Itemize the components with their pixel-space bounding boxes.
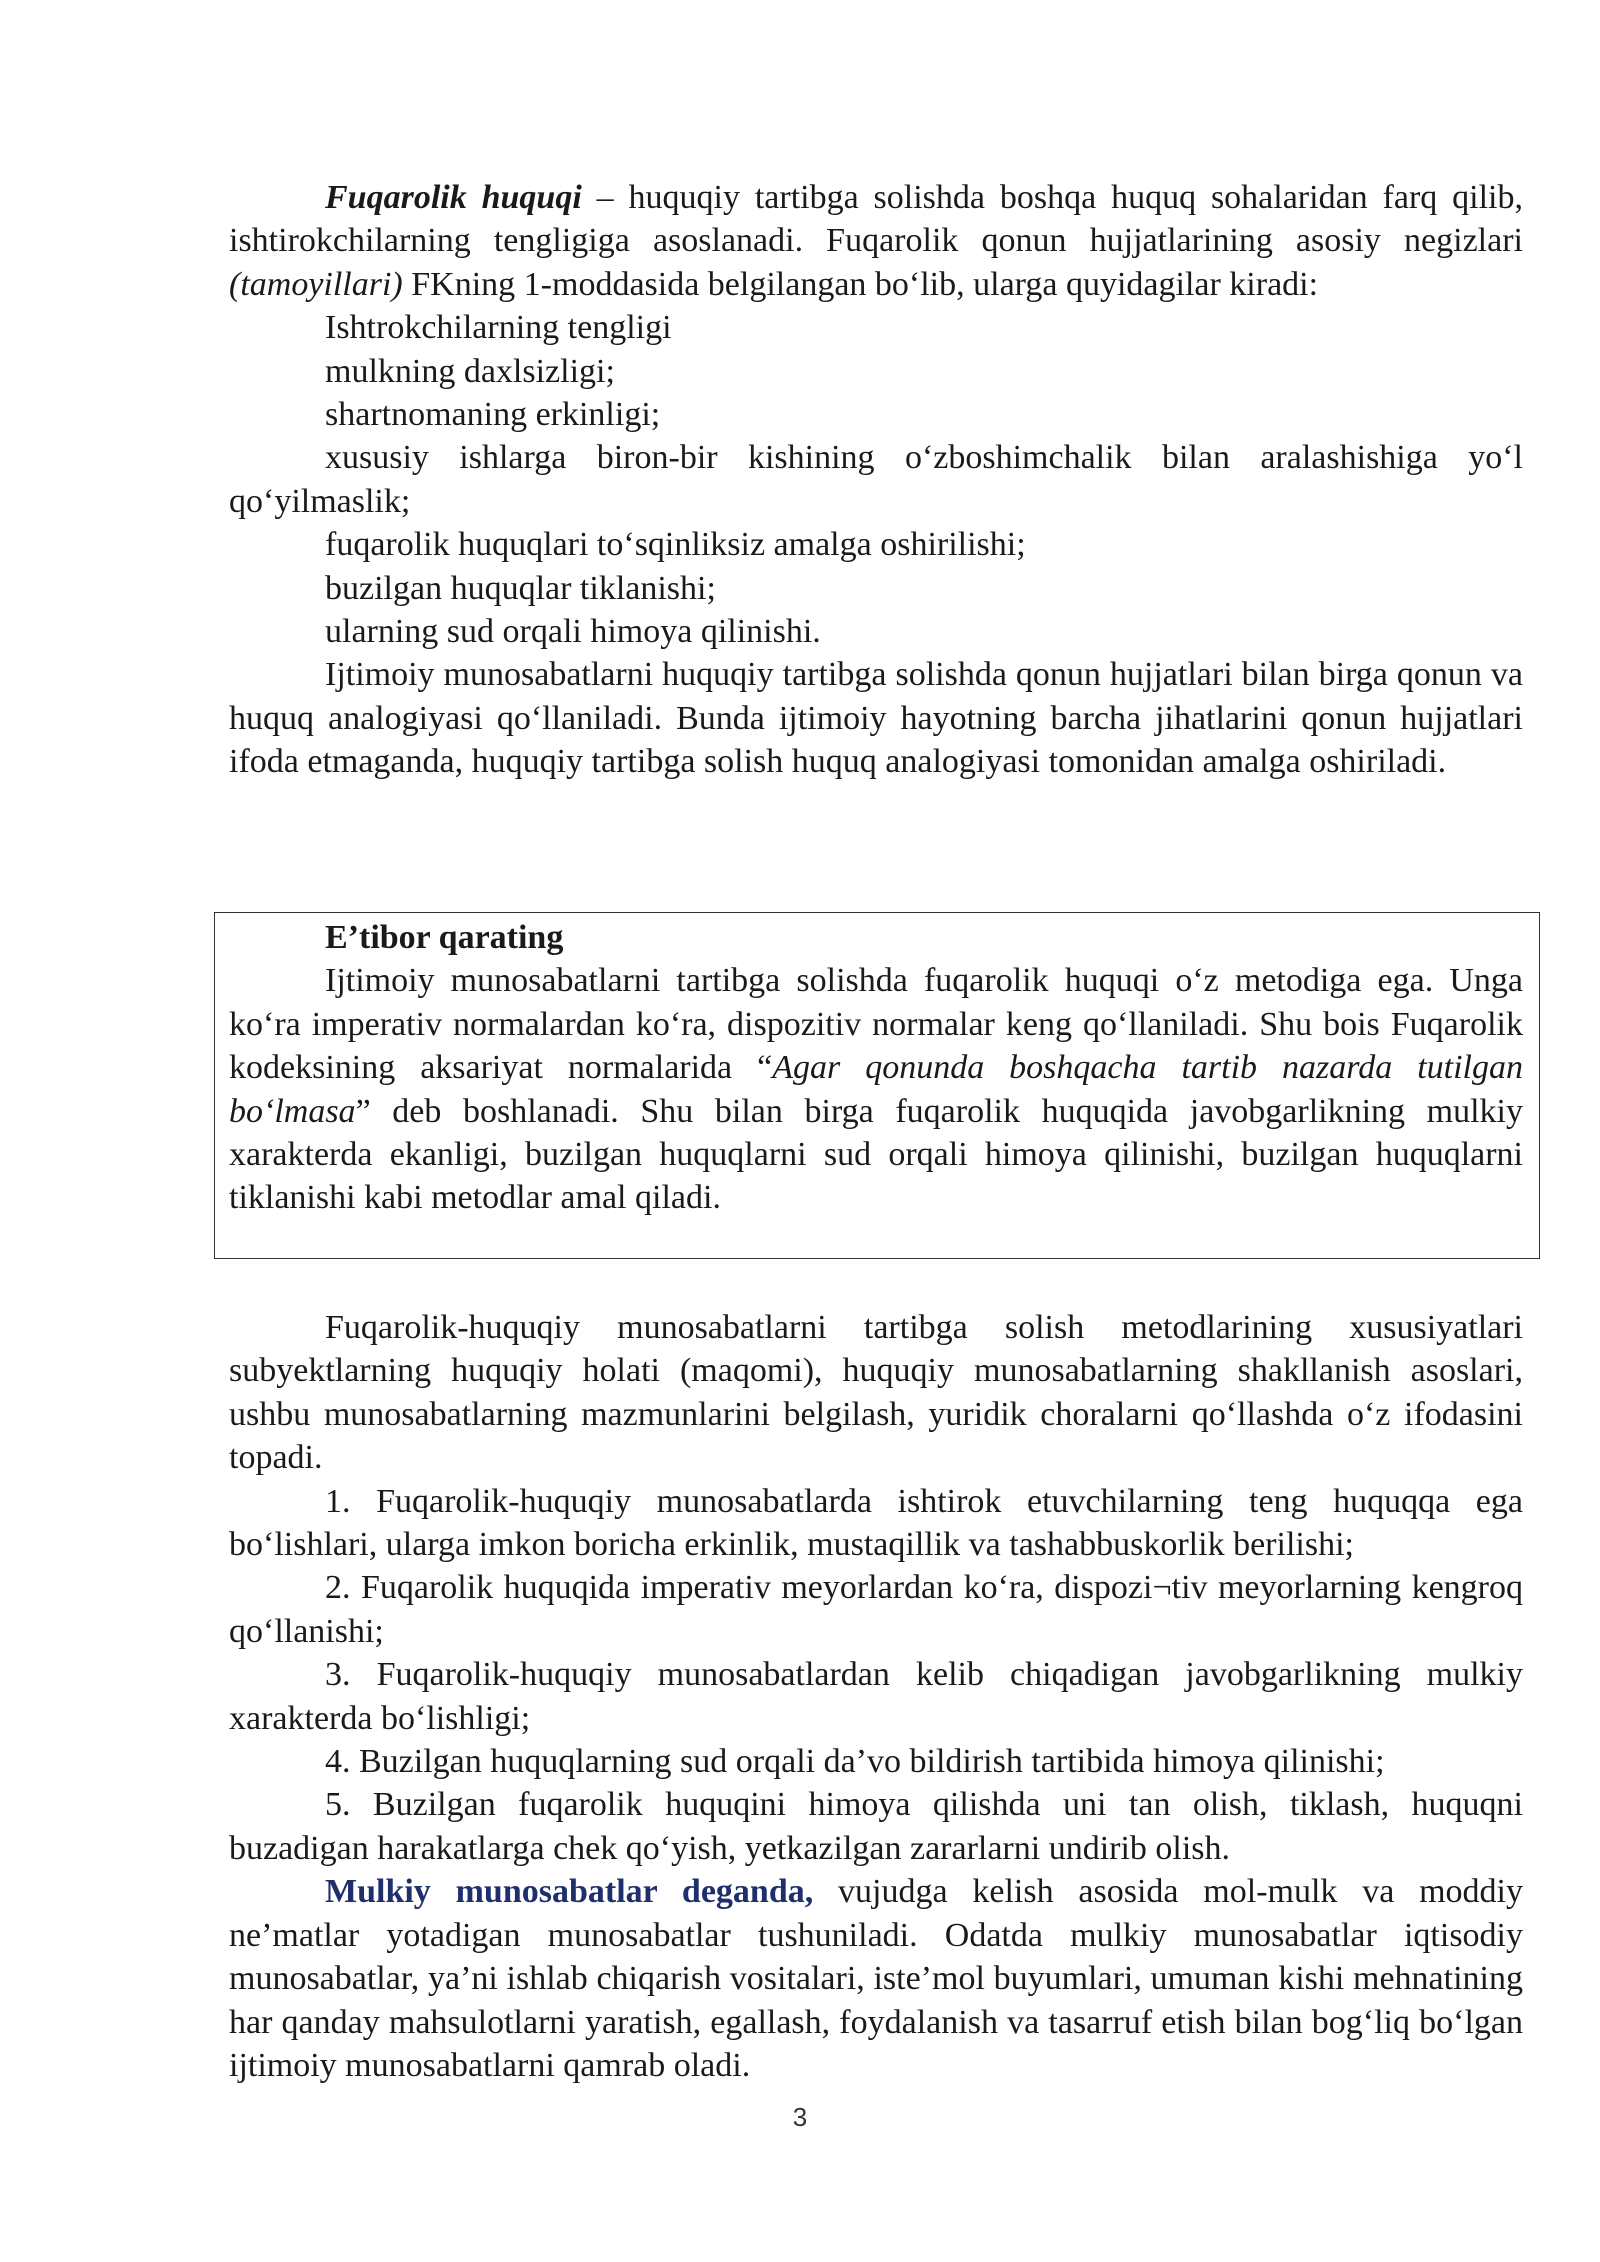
methods-paragraph: Fuqarolik-huquqiy munosabatlarni tartibga solish metodlarining xususiyatlari subyektlarning huquqiy holati (maqomi), huquqiy munosabatlarning shakllanish asoslari, ushbu munosabatlarning mazmunlarini belgilash, yuridik choralarni qo‘llashda o‘z ifodasini topadi.: [229, 1309, 1523, 1477]
property-relations-paragraph: [229, 1870, 1523, 2087]
list-item: ularning sud orqali himoya qilinishi.: [325, 613, 821, 651]
notice-quote: Agar qonunda boshqacha tartib nazarda tutilgan bo‘lmasa: [229, 1049, 1523, 1130]
list-item: buzilgan huquqlar tiklanishi;: [325, 569, 716, 607]
numbered-item: 4. Buzilgan huquqlarning sud orqali da’vo bildirish tartibida himoya qilinishi;: [325, 1743, 1385, 1781]
list-item: fuqarolik huquqlari to‘sqinliksiz amalga oshirilishi;: [325, 526, 1026, 564]
numbered-item: 3. Fuqarolik-huquqiy munosabatlardan kelib chiqadigan javobgarlikning mulkiy xarakterda bo‘lishligi;: [229, 1656, 1523, 1737]
intro-text-b: FKning 1-moddasida belgilangan bo‘lib, ularga quyidagilar kiradi:: [402, 265, 1319, 303]
page-number: 3: [792, 2102, 808, 2132]
notice-text-a: Ijtimoiy munosabatlarni tartibga solishda fuqarolik huquqi o‘z metodiga ega. Unga ko‘ra imperativ normalardan ko‘ra, dispozitiv normalar keng qo‘llaniladi. Shu bois Fuqarolik kodeksining aksariyat normalarida “: [229, 962, 1523, 1087]
numbered-item: 2. Fuqarolik huquqida imperativ meyorlardan ko‘ra, dispozi¬tiv meyorlarning kengroq qo‘llanishi;: [229, 1569, 1523, 1650]
notice-paragraph: [229, 959, 1523, 1219]
list-item: xususiy ishlarga biron-bir kishining o‘zboshimchalik bilan aralashishiga yo‘l qo‘yilmaslik;: [229, 439, 1523, 520]
term-mulkiy-munosabatlar: Mulkiy munosabatlar deganda,: [325, 1873, 814, 1911]
notice-title: E’tibor qarating: [325, 919, 564, 956]
property-relations-text: vujudga kelish asosida mol-mulk va moddiy ne’matlar yotadigan munosabatlar tushuniladi. Odatda mulkiy munosabatlar iqtisodiy munosabatlar, ya’ni ishlab chiqarish vositalari, iste’mol buyumlari, umuman kishi mehnatining har qanday mahsulotlarni yaratish, egallash, foydalanish va tasarruf etish bilan bog‘liq bo‘lgan ijtimoiy munosabatlarni qamrab oladi.: [229, 1873, 1523, 2084]
intro-text-a: – huquqiy tartibga solishda boshqa huquq sohalaridan farq qilib, ishtirokchilarning tengligiga asoslanadi. Fuqarolik qonun hujjatlarining asosiy negizlari: [229, 179, 1523, 260]
analogy-paragraph: Ijtimoiy munosabatlarni huquqiy tartibga solishda qonun hujjatlari bilan birga qonun va huquq analogiyasi qo‘llaniladi. Bunda ijtimoiy hayotning barcha jihatlarini qonun hujjatlari ifoda etmaganda, huquqiy tartibga solish huquq analogiyasi tomonidan amalga oshiriladi.: [229, 656, 1523, 781]
document-body: [229, 176, 1523, 784]
intro-paragraph: [229, 176, 1523, 306]
numbered-item: 1. Fuqarolik-huquqiy munosabatlarda ishtirok etuvchilarning teng huquqqa ega bo‘lishlari, ularga imkon boricha erkinlik, mustaqillik va tashabbuskorlik berilishi;: [229, 1482, 1523, 1564]
numbered-item: 5. Buzilgan fuqarolik huquqini himoya qilishda uni tan olish, tiklash, huquqni buzadigan harakatlarga chek qo‘yish, yetkazilgan zararlarni undirib olish.: [229, 1786, 1523, 1867]
term-fuqarolik-huquqi: Fuqarolik huquqi: [325, 179, 582, 216]
notice-box: [214, 912, 1540, 1259]
list-item: mulkning daxlsizligi;: [325, 352, 615, 390]
list-item: Ishtrokchilarning tengligi: [325, 309, 672, 347]
intro-paren: (tamoyillari): [229, 265, 403, 303]
notice-text-b: ” deb boshlanadi. Shu bilan birga fuqarolik huquqida javobgarlikning mulkiy xarakterda ekanligi, buzilgan huquqlarni sud orqali himoya qilinishi, buzilgan huquqlarni tiklanishi kabi metodlar amal qiladi.: [229, 1092, 1523, 1217]
document-body-part2: [229, 1306, 1523, 2087]
list-item: shartnomaning erkinligi;: [325, 396, 661, 434]
